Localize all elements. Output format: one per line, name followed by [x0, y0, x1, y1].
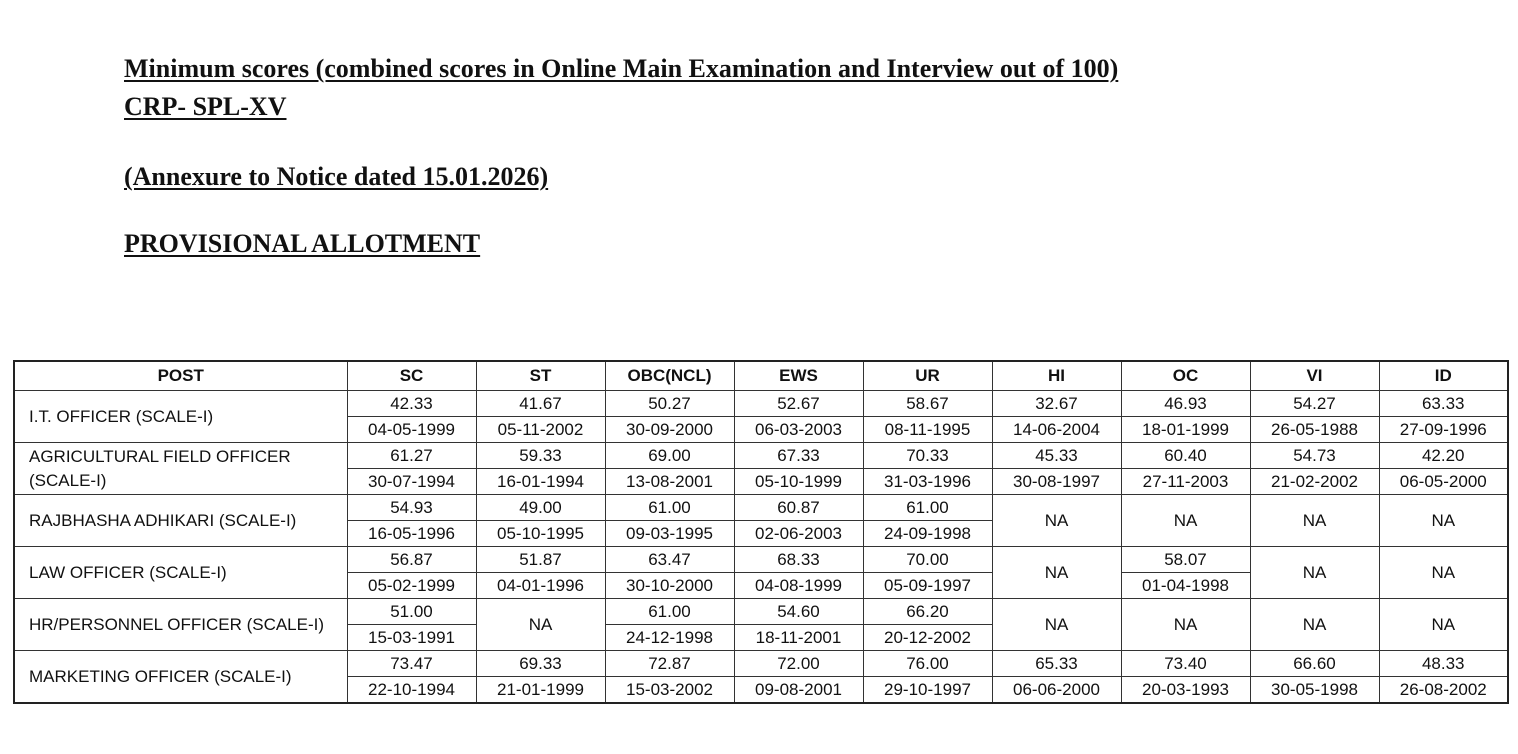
date-cell-sc: 15-03-1991 — [347, 625, 476, 651]
date-cell-id: 26-08-2002 — [1379, 677, 1508, 704]
date-cell-st: 05-10-1995 — [476, 521, 605, 547]
allotment-heading: PROVISIONAL ALLOTMENT — [124, 229, 481, 258]
date-cell-st: 21-01-1999 — [476, 677, 605, 704]
col-header-sc: SC — [347, 361, 476, 391]
score-cell-st: 51.87 — [476, 547, 605, 573]
notice-title: Minimum scores (combined scores in Online Main Examination and Interview out of 100) — [124, 54, 1119, 83]
date-cell-ur: 31-03-1996 — [863, 469, 992, 495]
na-cell-hi: NA — [992, 495, 1121, 547]
date-cell-ews: 04-08-1999 — [734, 573, 863, 599]
annexure-note: (Annexure to Notice dated 15.01.2026) — [124, 162, 549, 191]
date-cell-sc: 30-07-1994 — [347, 469, 476, 495]
date-cell-ews: 02-06-2003 — [734, 521, 863, 547]
table-row-score — [14, 443, 1508, 469]
date-cell-sc: 22-10-1994 — [347, 677, 476, 704]
na-cell-hi: NA — [992, 547, 1121, 599]
score-cell-ews: 60.87 — [734, 495, 863, 521]
date-cell-hi: 14-06-2004 — [992, 417, 1121, 443]
date-cell-ur: 05-09-1997 — [863, 573, 992, 599]
col-header-post: POST — [14, 361, 347, 391]
date-cell-vi: 26-05-1988 — [1250, 417, 1379, 443]
date-cell-ews: 06-03-2003 — [734, 417, 863, 443]
col-header-hi: HI — [992, 361, 1121, 391]
score-cell-ews: 67.33 — [734, 443, 863, 469]
table-row-score — [14, 599, 1508, 625]
score-cell-sc: 73.47 — [347, 651, 476, 677]
score-cell-st: 69.33 — [476, 651, 605, 677]
score-cell-ur: 61.00 — [863, 495, 992, 521]
score-cell-hi: 45.33 — [992, 443, 1121, 469]
table-row-score — [14, 651, 1508, 677]
date-cell-vi: 30-05-1998 — [1250, 677, 1379, 704]
date-cell-st: 05-11-2002 — [476, 417, 605, 443]
recruitment-code: CRP- SPL-XV — [124, 92, 287, 121]
score-cell-obc: 50.27 — [605, 391, 734, 417]
score-cell-ur: 58.67 — [863, 391, 992, 417]
date-cell-oc: 20-03-1993 — [1121, 677, 1250, 704]
date-cell-id: 06-05-2000 — [1379, 469, 1508, 495]
table-row-score — [14, 495, 1508, 521]
na-cell-vi: NA — [1250, 547, 1379, 599]
date-cell-obc: 24-12-1998 — [605, 625, 734, 651]
score-cell-oc: 58.07 — [1121, 547, 1250, 573]
minimum-scores-table — [13, 360, 1509, 704]
date-cell-oc: 27-11-2003 — [1121, 469, 1250, 495]
score-cell-ur: 66.20 — [863, 599, 992, 625]
date-cell-oc: 01-04-1998 — [1121, 573, 1250, 599]
date-cell-vi: 21-02-2002 — [1250, 469, 1379, 495]
score-cell-ur: 70.00 — [863, 547, 992, 573]
post-name-cell: RAJBHASHA ADHIKARI (SCALE-I) — [14, 495, 347, 547]
table-row-score — [14, 391, 1508, 417]
date-cell-ur: 24-09-1998 — [863, 521, 992, 547]
score-cell-ews: 72.00 — [734, 651, 863, 677]
date-cell-obc: 15-03-2002 — [605, 677, 734, 704]
col-header-obc: OBC(NCL) — [605, 361, 734, 391]
score-cell-st: 41.67 — [476, 391, 605, 417]
na-cell-st: NA — [476, 599, 605, 651]
date-cell-sc: 16-05-1996 — [347, 521, 476, 547]
na-cell-oc: NA — [1121, 599, 1250, 651]
col-header-ur: UR — [863, 361, 992, 391]
date-cell-hi: 30-08-1997 — [992, 469, 1121, 495]
score-cell-obc: 69.00 — [605, 443, 734, 469]
date-cell-obc: 09-03-1995 — [605, 521, 734, 547]
na-cell-id: NA — [1379, 599, 1508, 651]
date-cell-id: 27-09-1996 — [1379, 417, 1508, 443]
score-cell-hi: 32.67 — [992, 391, 1121, 417]
score-cell-sc: 61.27 — [347, 443, 476, 469]
date-cell-ur: 29-10-1997 — [863, 677, 992, 704]
score-cell-sc: 51.00 — [347, 599, 476, 625]
score-cell-obc: 63.47 — [605, 547, 734, 573]
score-cell-ur: 76.00 — [863, 651, 992, 677]
col-header-ews: EWS — [734, 361, 863, 391]
score-cell-vi: 66.60 — [1250, 651, 1379, 677]
date-cell-ews: 05-10-1999 — [734, 469, 863, 495]
post-name-cell: AGRICULTURAL FIELD OFFICER (SCALE-I) — [14, 443, 347, 495]
date-cell-obc: 30-10-2000 — [605, 573, 734, 599]
date-cell-oc: 18-01-1999 — [1121, 417, 1250, 443]
date-cell-hi: 06-06-2000 — [992, 677, 1121, 704]
table-body — [14, 391, 1508, 704]
col-header-oc: OC — [1121, 361, 1250, 391]
score-cell-ews: 68.33 — [734, 547, 863, 573]
date-cell-ews: 18-11-2001 — [734, 625, 863, 651]
score-cell-hi: 65.33 — [992, 651, 1121, 677]
post-name-cell: I.T. OFFICER (SCALE-I) — [14, 391, 347, 443]
post-name-cell: MARKETING OFFICER (SCALE-I) — [14, 651, 347, 704]
na-cell-vi: NA — [1250, 495, 1379, 547]
score-cell-vi: 54.27 — [1250, 391, 1379, 417]
score-cell-sc: 42.33 — [347, 391, 476, 417]
score-cell-obc: 61.00 — [605, 495, 734, 521]
date-cell-st: 16-01-1994 — [476, 469, 605, 495]
na-cell-oc: NA — [1121, 495, 1250, 547]
date-cell-ur: 08-11-1995 — [863, 417, 992, 443]
score-cell-ews: 54.60 — [734, 599, 863, 625]
score-cell-obc: 61.00 — [605, 599, 734, 625]
na-cell-id: NA — [1379, 495, 1508, 547]
score-cell-st: 59.33 — [476, 443, 605, 469]
col-header-id: ID — [1379, 361, 1508, 391]
score-cell-oc: 73.40 — [1121, 651, 1250, 677]
col-header-vi: VI — [1250, 361, 1379, 391]
score-cell-sc: 54.93 — [347, 495, 476, 521]
na-cell-hi: NA — [992, 599, 1121, 651]
date-cell-sc: 04-05-1999 — [347, 417, 476, 443]
score-cell-st: 49.00 — [476, 495, 605, 521]
date-cell-sc: 05-02-1999 — [347, 573, 476, 599]
score-cell-ews: 52.67 — [734, 391, 863, 417]
score-cell-oc: 46.93 — [1121, 391, 1250, 417]
date-cell-obc: 30-09-2000 — [605, 417, 734, 443]
date-cell-st: 04-01-1996 — [476, 573, 605, 599]
score-cell-sc: 56.87 — [347, 547, 476, 573]
date-cell-ews: 09-08-2001 — [734, 677, 863, 704]
post-name-cell: LAW OFFICER (SCALE-I) — [14, 547, 347, 599]
score-cell-id: 48.33 — [1379, 651, 1508, 677]
table-header-row — [14, 361, 1508, 391]
score-cell-id: 63.33 — [1379, 391, 1508, 417]
post-name-cell: HR/PERSONNEL OFFICER (SCALE-I) — [14, 599, 347, 651]
date-cell-ur: 20-12-2002 — [863, 625, 992, 651]
score-cell-ur: 70.33 — [863, 443, 992, 469]
na-cell-vi: NA — [1250, 599, 1379, 651]
table-row-score — [14, 547, 1508, 573]
date-cell-obc: 13-08-2001 — [605, 469, 734, 495]
score-cell-id: 42.20 — [1379, 443, 1508, 469]
na-cell-id: NA — [1379, 547, 1508, 599]
score-cell-oc: 60.40 — [1121, 443, 1250, 469]
score-cell-obc: 72.87 — [605, 651, 734, 677]
score-cell-vi: 54.73 — [1250, 443, 1379, 469]
col-header-st: ST — [476, 361, 605, 391]
